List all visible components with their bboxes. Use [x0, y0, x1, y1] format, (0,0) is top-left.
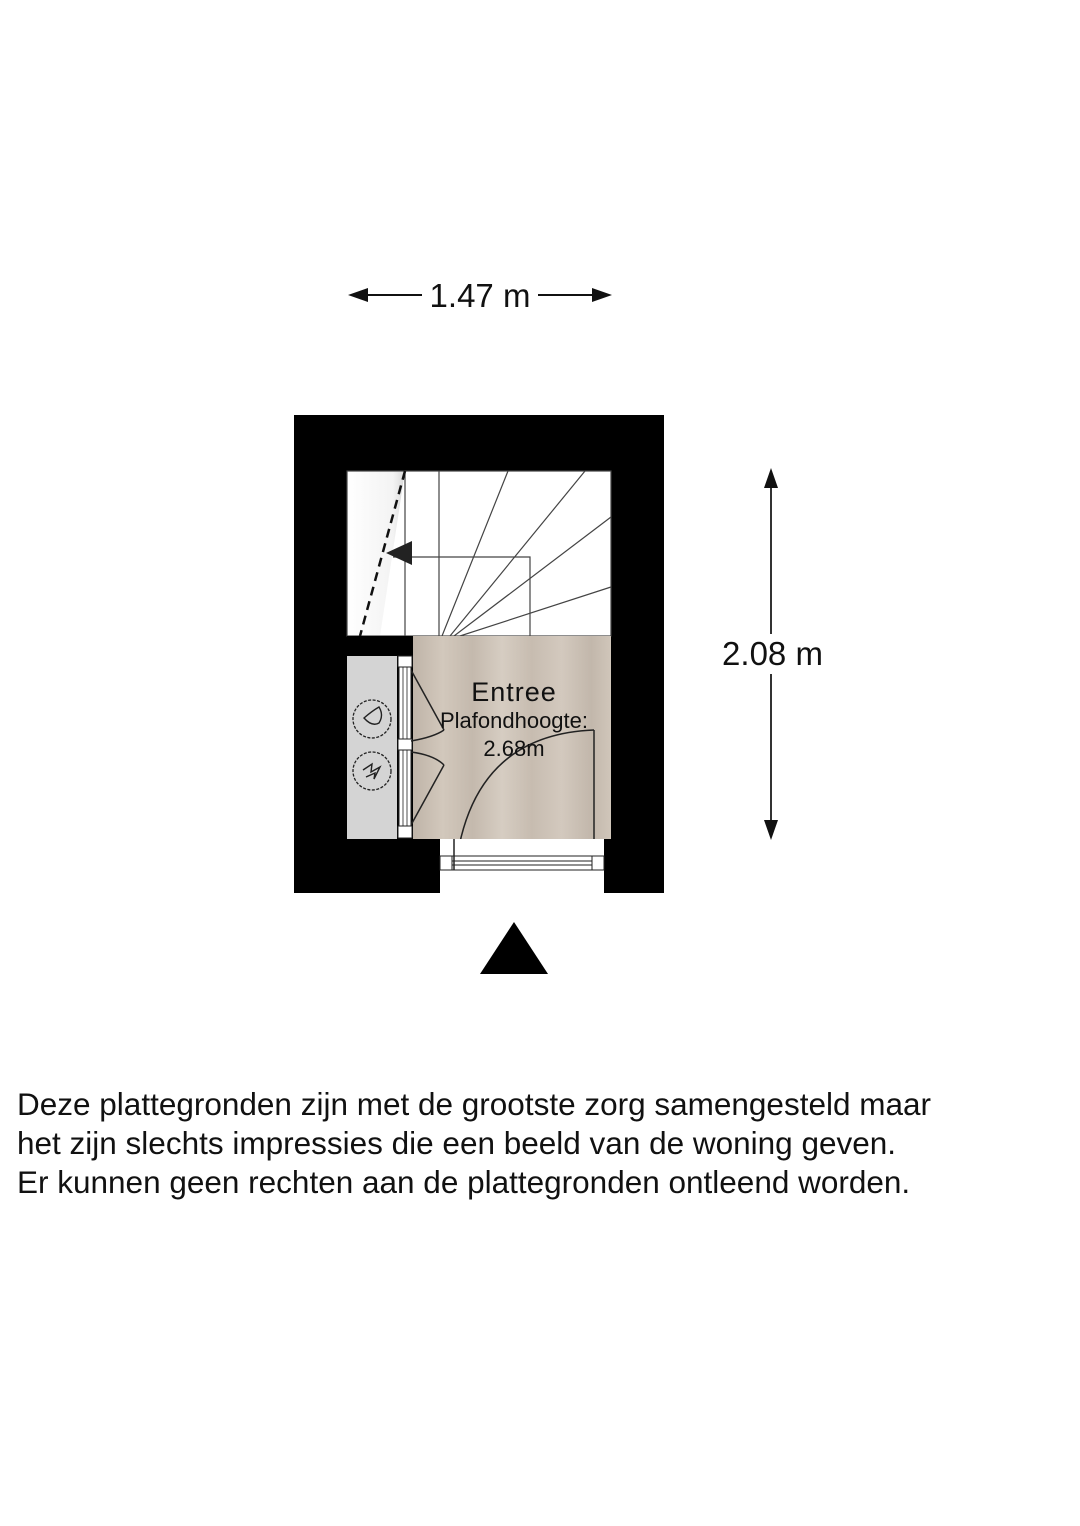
floor-plan-drawing	[294, 415, 666, 895]
disclaimer	[17, 1085, 1077, 1202]
height-dimension	[700, 466, 840, 842]
height-label: 2.08 m	[700, 634, 845, 674]
meter-cupboard	[347, 656, 397, 839]
disclaimer-line: Deze plattegronden zijn met de grootste zorg samengesteld maar	[17, 1086, 932, 1122]
disclaimer-line: Er kunnen geen rechten aan de plattegronden ontleend worden.	[17, 1164, 911, 1200]
room-name: Entree	[471, 677, 557, 707]
width-label: 1.47 m	[422, 277, 539, 314]
entrance-arrow-icon	[478, 920, 550, 976]
ceiling-height-label: Plafondhoogte:	[439, 708, 589, 733]
disclaimer-line: het zijn slechts impressies die een beeld van de woning geven.	[17, 1125, 897, 1161]
ceiling-height-value: 2.68m	[483, 736, 545, 761]
floor-plan	[294, 415, 666, 895]
width-dimension	[346, 276, 614, 316]
ceiling-height	[404, 707, 624, 763]
